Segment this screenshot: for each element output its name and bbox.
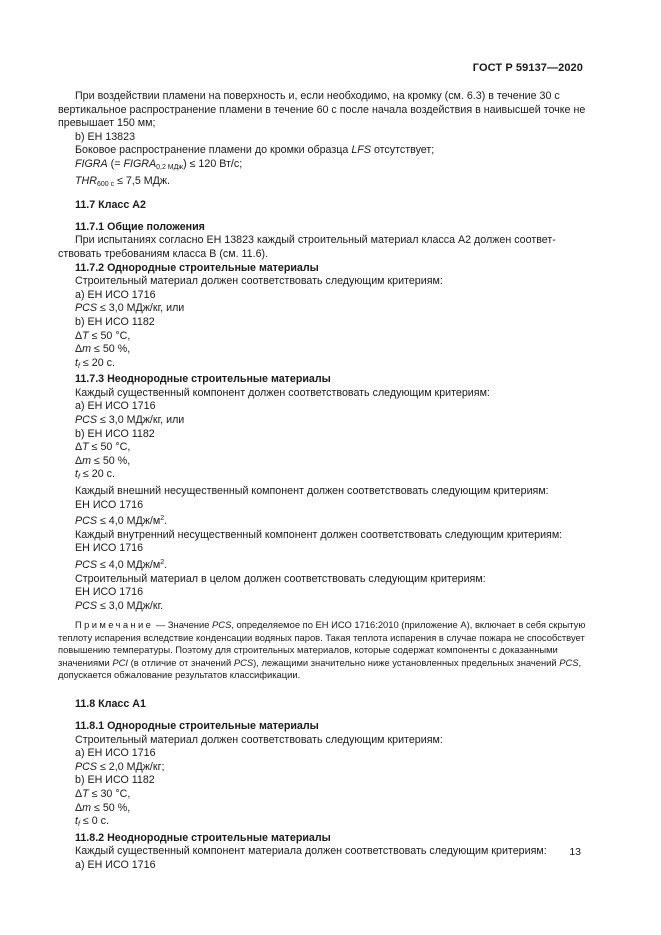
section-title-11-8: 11.8 Класс А1: [75, 698, 146, 711]
section-title-11-7: 11.7 Класс А2: [75, 199, 146, 212]
test-label: a) ЕН ИСО 1716: [75, 858, 156, 871]
paragraph: Каждый внешний несущественный компонент должен соответствовать следующим критериям:: [75, 485, 549, 498]
paragraph: Строительный материал должен соответствовать следующим критериям:: [75, 733, 443, 746]
test-label: a) ЕН ИСО 1716: [75, 400, 156, 413]
criterion-figra: FIGRA (= $FIGRA_{0,2 МДж}) \le 120$ Вт/с;: [75, 157, 243, 171]
section-title-11-8-1: 11.8.1 Однородные строительные материалы: [75, 720, 319, 732]
paragraph: Строительный материал должен соответствовать следующим критериям:: [75, 275, 443, 288]
test-label: ЕН ИСО 1716: [75, 498, 144, 511]
document-header: ГОСТ Р 59137—2020: [472, 62, 583, 74]
page-content: [58, 90, 586, 873]
test-label: ЕН ИСО 1716: [75, 586, 144, 599]
paragraph: Боковое распространение пламени до кромки образца LFS отсутствует;: [75, 144, 435, 157]
criterion-tf: $t_f \le 20$ с.: [75, 468, 115, 482]
section-title-11-7-2: 11.7.2 Однородные строительные материалы: [75, 261, 319, 274]
test-label: ЕН ИСО 1716: [75, 542, 144, 555]
test-label: b) ЕН ИСО 1182: [75, 315, 155, 328]
criterion-pcs: PCS ≤ 2,0 МДж/кг;: [75, 760, 165, 773]
test-label: b) ЕН ИСО 1182: [75, 774, 155, 787]
criterion-delta-m: Δm ≤ 50 %,: [75, 801, 131, 814]
paragraph: Каждый существенный компонент материала должен соответствовать следующим критериям:: [75, 845, 547, 858]
section-title-11-7-1: 11.7.1 Общие положения: [75, 220, 205, 233]
criterion-pcs: PCS ≤ 3,0 МДж/кг, или: [75, 302, 185, 315]
paragraph: При испытаниях согласно ЕН 13823 каждый строительный материал класса А2 должен соответствовать требованиям класса В (см. 11.6).: [58, 234, 556, 260]
paragraph: Строительный материал в целом должен соответствовать следующим критериям:: [75, 572, 486, 585]
paragraph: Каждый внутренний несущественный компонент должен соответствовать следующим критериям:: [75, 528, 563, 541]
test-label: a) ЕН ИСО 1716: [75, 288, 156, 301]
test-label: b) ЕН 13823: [75, 130, 136, 143]
criterion-pcs: PCS ≤ 3,0 МДж/кг.: [75, 599, 164, 612]
criterion-delta-m: Δm ≤ 50 %,: [75, 454, 131, 467]
test-label: a) ЕН ИСО 1716: [75, 747, 156, 760]
criterion-tf: $t_f \le 0$ с.: [75, 815, 109, 829]
criterion-pcs: PCS ≤ 3,0 МДж/кг, или: [75, 414, 185, 427]
criterion-delta-t: ΔT ≤ 50 °C,: [75, 441, 131, 454]
section-title-11-7-3: 11.7.3 Неоднородные строительные материалы: [75, 373, 331, 386]
paragraph: Каждый существенный компонент должен соответствовать следующим критериям:: [75, 386, 490, 399]
test-label: b) ЕН ИСО 1182: [75, 427, 155, 440]
page-number: 13: [569, 846, 581, 858]
criterion-delta-t: ΔT ≤ 50 °C,: [75, 329, 131, 342]
note: Примечание — Значение PCS, определяемое по ЕН ИСО 1716:2010 (приложение А), включает в себя скрытую теплоту испарения вследствие конденсации водяных паров. Такая теплота испарения в случае пожара не способствует повышению температуры. Поэтому для строительных материалов, которые содержат компоненты с доказанными значениями PCI (в отличие от значений PCS), лежащими значительно ниже установленных предельных значений PCS, допускается обжалование результатов классификации.: [58, 619, 586, 680]
criterion-tf: $t_f \le 20$ с.: [75, 356, 115, 370]
section-title-11-8-2: 11.8.2 Неоднородные строительные материалы: [75, 831, 331, 844]
criterion-thr: $THR_{600 c} \le 7,5$ МДж.: [75, 174, 170, 188]
paragraph: При воздействии пламени на поверхность и, если необходимо, на кромку (см. 6.3) в течение 30 с вертикальное распространение пламени в течение 60 с после начала воздействия в наивысшей точке не превышает 150 мм;: [58, 90, 586, 130]
criterion-pcs: PCS ≤ 4,0 МДж/$м^2$.: [75, 559, 168, 571]
criterion-pcs: PCS ≤ 4,0 МДж/$м^2$.: [75, 515, 168, 528]
criterion-delta-m: Δm ≤ 50 %,: [75, 343, 131, 356]
criterion-delta-t: ΔT ≤ 30 °C,: [75, 787, 131, 800]
